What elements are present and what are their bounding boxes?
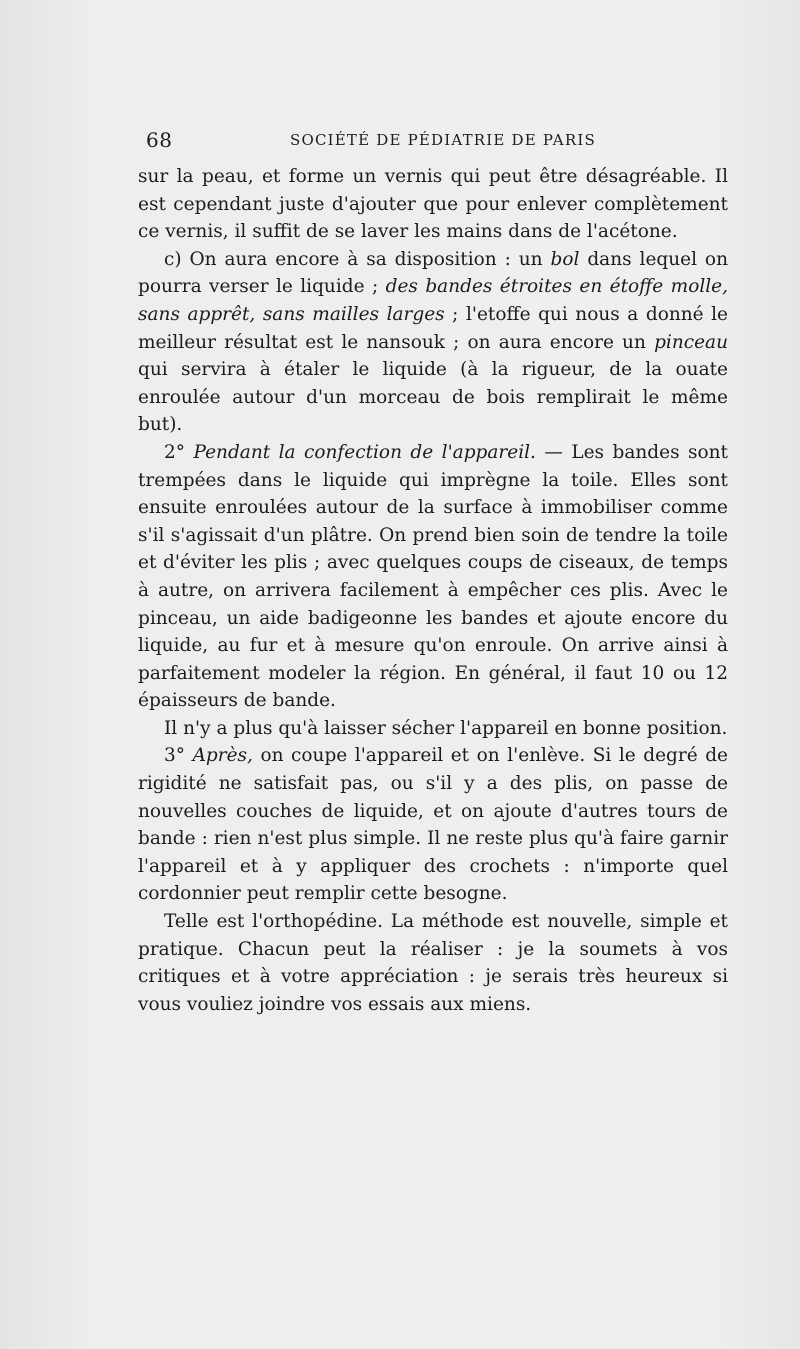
paragraph-3-italic-1: Pendant la confection de l'appareil. <box>193 441 536 463</box>
paragraph-2-text-4: qui servira à étaler le liquide (à la rigueur, de la ouate enroulée autour d'un morceau de bois remplirait le même but). <box>138 359 728 436</box>
paragraph-2-text-1: c) On aura encore à sa disposition : un <box>164 248 551 270</box>
paragraph-2-text-2: dans lequel on pourra verser le liquide ; <box>138 248 728 298</box>
paragraph-2-italic-1: bol <box>550 248 580 270</box>
paragraph-5-text-1: 3° <box>164 745 193 767</box>
paragraph-3-text-1: 2° <box>164 441 194 463</box>
paragraph-5-text-2: on coupe l'appareil et on l'enlève. Si le degré de rigidité ne satisfait pas, ou s'il y a des plis, on passe de nouvelles couches de liquide, et on ajoute d'autres tours de bande : rien n'est plus simple. Il ne reste plus qu'à faire garnir l'appareil et à y appliquer des crochets : n'importe quel cordonnier peut remplir cette besogne. <box>138 745 728 905</box>
paragraph-2-italic-3: pinceau <box>654 331 728 353</box>
paragraph-2-italic-2: des bandes étroites en étoffe molle, sans apprêt, sans mailles larges <box>138 276 728 325</box>
paragraph-2-text-3: ; l'etoffe qui nous a donné le meilleur résultat est le nansouk ; on aura encore un <box>138 303 729 353</box>
paragraph-6 <box>138 908 728 1018</box>
paragraph-4-text: Il n'y a plus qu'à laisser sécher l'appareil en bonne position. <box>164 717 728 739</box>
paragraph-3 <box>138 439 728 715</box>
paragraph-6-text: Telle est l'orthopédine. La méthode est nouvelle, simple et pratique. Chacun peut la réaliser : je la soumets à vos critiques et à votre appréciation : je serais très heureux si vous vouliez joindre vos essais aux miens. <box>138 911 728 1015</box>
paragraph-5 <box>138 742 728 908</box>
page-number: 68 <box>146 128 173 152</box>
paragraph-5-italic-1: Après, <box>192 745 253 767</box>
paragraph-3-text-2: — Les bandes sont trempées dans le liquide qui imprègne la toile. Elles sont ensuite enroulées autour de la surface à immobiliser comme s'il s'agissait d'un plâtre. On prend bien soin de tendre la toile et d'éviter les plis ; avec quelques coups de ciseaux, de temps à autre, on arrivera facilement à empêcher ces plis. Avec le pinceau, un aide badigeonne les bandes et ajoute encore du liquide, au fur et à mesure qu'on enroule. On arrive ainsi à parfaitement modeler la région. En général, il faut 10 ou 12 épaisseurs de bande. <box>138 441 728 712</box>
page-header <box>146 128 660 156</box>
paragraph-2 <box>138 246 728 439</box>
paragraph-1-text: sur la peau, et forme un vernis qui peut être désagréable. Il est cependant juste d'ajouter que pour enlever complètement ce vernis, il suffit de se laver les mains dans de l'acétone. <box>138 166 728 243</box>
body-text <box>138 163 728 1018</box>
paragraph-4 <box>138 715 728 743</box>
paragraph-1 <box>138 163 728 246</box>
running-head: SOCIÉTÉ DE PÉDIATRIE DE PARIS <box>290 131 596 149</box>
